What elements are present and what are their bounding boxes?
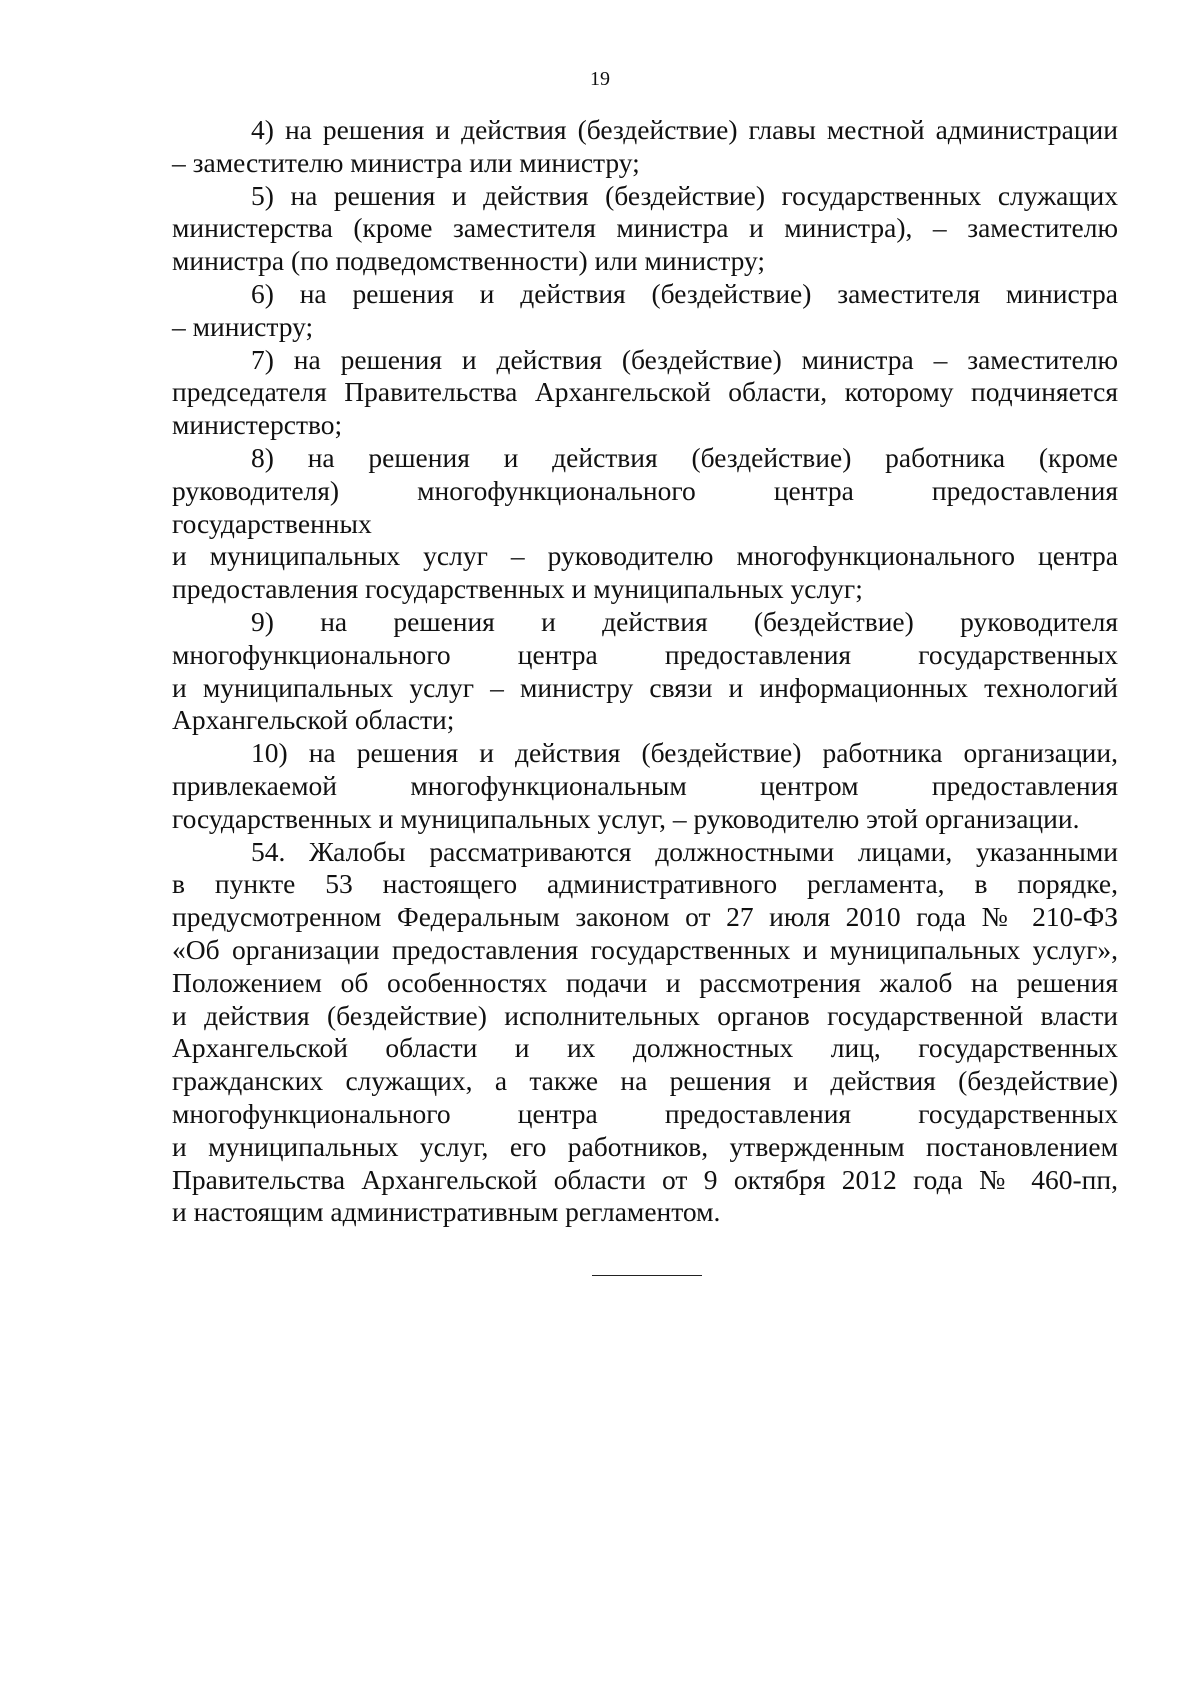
- text-line: государственных и муниципальных услуг, – руководителю этой организации.: [172, 802, 1080, 834]
- text-line: 8) на решения и действия (бездействие) работника (кроме: [251, 441, 1118, 473]
- paragraph-item-10: [172, 737, 1118, 835]
- text-line: 4) на решения и действия (бездействие) главы местной администрации: [251, 114, 1118, 145]
- text-line: и муниципальных услуг, его работников, утвержденным постановлением: [172, 1130, 1118, 1162]
- paragraph-item-7: [172, 344, 1118, 442]
- paragraph-item-5: [172, 180, 1118, 278]
- text-line: многофункционального центра предоставления государственных: [172, 1097, 1118, 1129]
- paragraph-item-9: [172, 606, 1118, 737]
- text-line: министерства (кроме заместителя министра и министра), – заместителю: [172, 212, 1118, 244]
- text-line: Правительства Архангельской области от 9 октября 2012 года № 460-пп,: [172, 1163, 1118, 1195]
- paragraph-item-8: [172, 442, 1118, 606]
- text-line: – министру;: [172, 310, 314, 342]
- text-line: Архангельской области и их должностных лиц, государственных: [172, 1032, 1118, 1064]
- text-line: и муниципальных услуг – руководителю многофункционального центра: [172, 540, 1118, 572]
- paragraph-item-4: [172, 114, 1118, 180]
- text-line: – заместителю министра или министру;: [172, 146, 640, 178]
- text-line: 9) на решения и действия (бездействие) руководителя: [251, 605, 1118, 637]
- text-line: председателя Правительства Архангельской области, которому подчиняется: [172, 376, 1118, 408]
- text-line: Положением об особенностях подачи и рассмотрения жалоб на решения: [172, 966, 1118, 998]
- text-line: 6) на решения и действия (бездействие) заместителя министра: [251, 277, 1118, 309]
- text-line: привлекаемой многофункциональным центром предоставления: [172, 769, 1118, 801]
- text-line: многофункционального центра предоставления государственных: [172, 638, 1118, 670]
- text-line: и настоящим административным регламентом.: [172, 1196, 721, 1228]
- page-number: 19: [590, 68, 610, 90]
- text-line: 7) на решения и действия (бездействие) министра – заместителю: [251, 343, 1118, 375]
- text-line: 10) на решения и действия (бездействие) работника организации,: [251, 737, 1118, 769]
- paragraph-item-54: [172, 836, 1118, 1230]
- text-line: и действия (бездействие) исполнительных органов государственной власти: [172, 999, 1118, 1031]
- text-line: в пункте 53 настоящего административного регламента, в порядке,: [172, 868, 1118, 900]
- text-line: предусмотренном Федеральным законом от 27 июля 2010 года № 210-ФЗ: [172, 901, 1118, 933]
- paragraph-item-6: [172, 278, 1118, 344]
- text-line: министерство;: [172, 409, 343, 441]
- text-line: министра (по подведомственности) или министру;: [172, 245, 766, 277]
- text-line: руководителя) многофункционального центра предоставления: [172, 474, 1118, 506]
- end-of-document-rule: [592, 1275, 702, 1276]
- text-line: «Об организации предоставления государственных и муниципальных услуг»,: [172, 933, 1118, 965]
- document-body: [172, 114, 1118, 1229]
- text-line: 54. Жалобы рассматриваются должностными лицами, указанными: [251, 835, 1118, 867]
- text-line: 5) на решения и действия (бездействие) государственных служащих: [251, 179, 1118, 211]
- text-line: предоставления государственных и муниципальных услуг;: [172, 573, 863, 605]
- text-line: и муниципальных услуг – министру связи и информационных технологий: [172, 671, 1118, 703]
- text-line: гражданских служащих, а также на решения и действия (бездействие): [172, 1065, 1118, 1097]
- text-line: государственных: [172, 507, 372, 539]
- text-line: Архангельской области;: [172, 704, 455, 736]
